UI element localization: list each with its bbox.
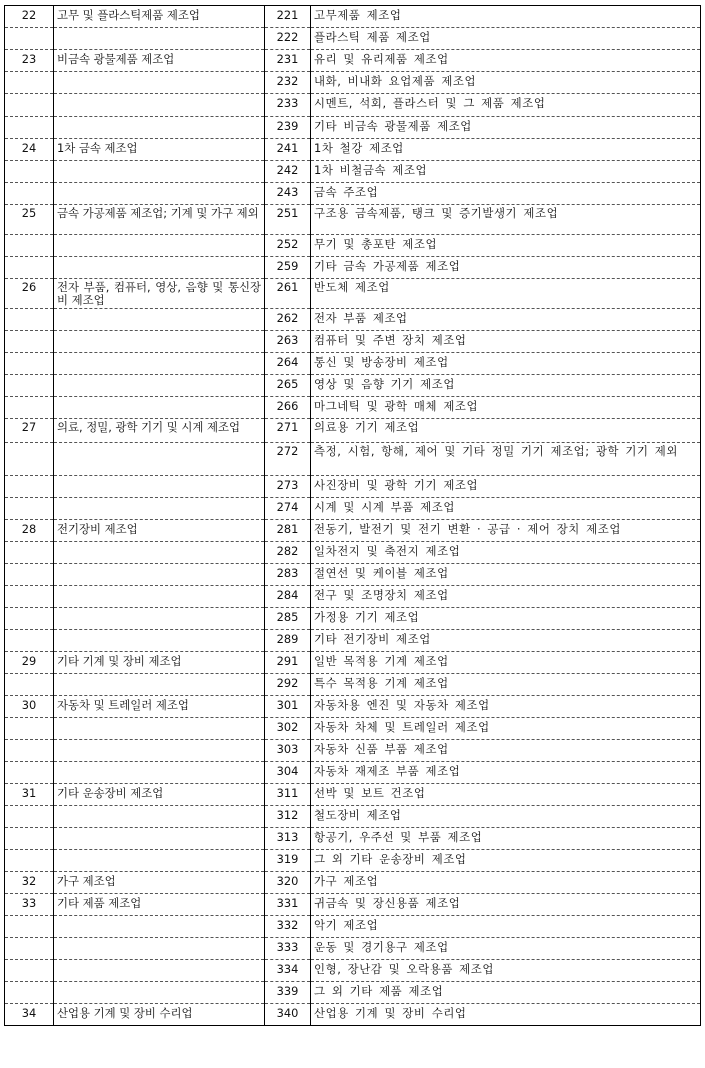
division-name: 기타 기계 및 장비 제조업: [54, 652, 265, 674]
table-row: [5, 235, 701, 257]
division-name: 기타 운송장비 제조업: [54, 784, 265, 806]
group-name: 운동 및 경기용구 제조업: [311, 938, 701, 960]
division-code: [5, 476, 54, 498]
division-code: [5, 375, 54, 397]
group-code: 232: [265, 72, 311, 94]
table-row: [5, 94, 701, 117]
group-name: 기타 비금속 광물제품 제조업: [311, 117, 701, 139]
table-row: [5, 630, 701, 652]
division-name: [54, 850, 265, 872]
group-code: 304: [265, 762, 311, 784]
division-name: [54, 718, 265, 740]
division-code: [5, 564, 54, 586]
group-code: 259: [265, 257, 311, 279]
table-row: [5, 331, 701, 353]
group-code: 266: [265, 397, 311, 419]
division-name: [54, 916, 265, 938]
group-name: 유리 및 유리제품 제조업: [311, 50, 701, 72]
table-row: [5, 279, 701, 309]
group-name: 그 외 기타 운송장비 제조업: [311, 850, 701, 872]
group-code: 264: [265, 353, 311, 375]
division-code: [5, 630, 54, 652]
group-code: 221: [265, 6, 311, 28]
division-name: [54, 608, 265, 630]
division-code: [5, 916, 54, 938]
table-row: [5, 542, 701, 564]
table-row: [5, 72, 701, 94]
division-code: [5, 257, 54, 279]
group-name: 구조용 금속제품, 탱크 및 증기발생기 제조업: [311, 205, 701, 235]
division-code: [5, 982, 54, 1004]
division-code: [5, 72, 54, 94]
group-name: 가정용 기기 제조업: [311, 608, 701, 630]
division-name: [54, 443, 265, 476]
division-name: [54, 674, 265, 696]
division-name: 의료, 정밀, 광학 기기 및 시계 제조업: [54, 419, 265, 443]
division-name: [54, 353, 265, 375]
table-row: [5, 652, 701, 674]
table-row: [5, 397, 701, 419]
group-name: 자동차 차체 및 트레일러 제조업: [311, 718, 701, 740]
table-row: [5, 1004, 701, 1026]
group-code: 274: [265, 498, 311, 520]
division-name: [54, 498, 265, 520]
table-row: [5, 938, 701, 960]
division-name: [54, 982, 265, 1004]
division-name: [54, 331, 265, 353]
group-code: 251: [265, 205, 311, 235]
division-code: 29: [5, 652, 54, 674]
group-code: 233: [265, 94, 311, 117]
group-code: 311: [265, 784, 311, 806]
group-code: 312: [265, 806, 311, 828]
table-row: [5, 139, 701, 161]
division-code: 28: [5, 520, 54, 542]
group-name: 기타 금속 가공제품 제조업: [311, 257, 701, 279]
group-name: 귀금속 및 장신용품 제조업: [311, 894, 701, 916]
division-code: [5, 542, 54, 564]
group-name: 컴퓨터 및 주변 장치 제조업: [311, 331, 701, 353]
division-code: 26: [5, 279, 54, 309]
group-code: 313: [265, 828, 311, 850]
division-code: [5, 309, 54, 331]
division-name: 산업용 기계 및 장비 수리업: [54, 1004, 265, 1026]
group-name: 일차전지 및 축전지 제조업: [311, 542, 701, 564]
group-code: 339: [265, 982, 311, 1004]
division-code: [5, 353, 54, 375]
division-name: [54, 375, 265, 397]
table-row: [5, 718, 701, 740]
division-code: [5, 828, 54, 850]
division-code: [5, 938, 54, 960]
division-code: 30: [5, 696, 54, 718]
group-name: 산업용 기계 및 장비 수리업: [311, 1004, 701, 1026]
group-name: 인형, 장난감 및 오락용품 제조업: [311, 960, 701, 982]
group-code: 222: [265, 28, 311, 50]
division-code: [5, 235, 54, 257]
division-name: 가구 제조업: [54, 872, 265, 894]
table-row: [5, 586, 701, 608]
division-name: [54, 960, 265, 982]
table-row: [5, 476, 701, 498]
division-name: 전기장비 제조업: [54, 520, 265, 542]
group-name: 의료용 기기 제조업: [311, 419, 701, 443]
division-code: [5, 94, 54, 117]
division-name: [54, 564, 265, 586]
group-code: 302: [265, 718, 311, 740]
division-code: 34: [5, 1004, 54, 1026]
table-row: [5, 375, 701, 397]
table-row: [5, 982, 701, 1004]
table-row: [5, 161, 701, 183]
division-name: [54, 542, 265, 564]
group-name: 특수 목적용 기계 제조업: [311, 674, 701, 696]
table-row: [5, 740, 701, 762]
division-name: [54, 476, 265, 498]
group-code: 283: [265, 564, 311, 586]
group-name: 통신 및 방송장비 제조업: [311, 353, 701, 375]
table-row: [5, 872, 701, 894]
table-row: [5, 443, 701, 476]
division-name: [54, 28, 265, 50]
group-name: 플라스틱 제품 제조업: [311, 28, 701, 50]
group-code: 289: [265, 630, 311, 652]
division-code: 23: [5, 50, 54, 72]
division-name: [54, 397, 265, 419]
group-name: 고무제품 제조업: [311, 6, 701, 28]
group-code: 334: [265, 960, 311, 982]
group-name: 마그네틱 및 광학 매체 제조업: [311, 397, 701, 419]
group-name: 철도장비 제조업: [311, 806, 701, 828]
group-code: 284: [265, 586, 311, 608]
group-name: 1차 비철금속 제조업: [311, 161, 701, 183]
division-name: [54, 183, 265, 205]
group-code: 331: [265, 894, 311, 916]
table-row: [5, 257, 701, 279]
table-row: [5, 916, 701, 938]
group-code: 261: [265, 279, 311, 309]
division-name: [54, 257, 265, 279]
table-row: [5, 850, 701, 872]
division-name: [54, 762, 265, 784]
division-code: [5, 183, 54, 205]
group-name: 자동차 신품 부품 제조업: [311, 740, 701, 762]
division-code: [5, 850, 54, 872]
table-row: [5, 674, 701, 696]
group-name: 전동기, 발전기 및 전기 변환 · 공급 · 제어 장치 제조업: [311, 520, 701, 542]
group-name: 악기 제조업: [311, 916, 701, 938]
table-row: [5, 353, 701, 375]
division-code: 32: [5, 872, 54, 894]
table-row: [5, 309, 701, 331]
table-row: [5, 50, 701, 72]
group-code: 320: [265, 872, 311, 894]
group-code: 265: [265, 375, 311, 397]
group-code: 291: [265, 652, 311, 674]
group-name: 전자 부품 제조업: [311, 309, 701, 331]
division-name: [54, 94, 265, 117]
division-code: [5, 762, 54, 784]
group-code: 271: [265, 419, 311, 443]
group-name: 측정, 시험, 항해, 제어 및 기타 정밀 기기 제조업; 광학 기기 제외: [311, 443, 701, 476]
table-row: [5, 784, 701, 806]
division-code: [5, 331, 54, 353]
group-code: 242: [265, 161, 311, 183]
division-code: [5, 718, 54, 740]
group-code: 292: [265, 674, 311, 696]
group-name: 영상 및 음향 기기 제조업: [311, 375, 701, 397]
group-code: 303: [265, 740, 311, 762]
division-name: [54, 161, 265, 183]
division-code: [5, 117, 54, 139]
table-row: [5, 419, 701, 443]
table-row: [5, 564, 701, 586]
division-name: [54, 586, 265, 608]
division-code: 22: [5, 6, 54, 28]
table-row: [5, 117, 701, 139]
division-code: [5, 161, 54, 183]
table-row: [5, 6, 701, 28]
group-code: 241: [265, 139, 311, 161]
division-code: [5, 443, 54, 476]
division-code: [5, 397, 54, 419]
group-name: 전구 및 조명장치 제조업: [311, 586, 701, 608]
division-name: [54, 235, 265, 257]
table-row: [5, 696, 701, 718]
table-row: [5, 828, 701, 850]
group-code: 301: [265, 696, 311, 718]
table-row: [5, 762, 701, 784]
division-name: [54, 72, 265, 94]
group-code: 273: [265, 476, 311, 498]
division-code: 24: [5, 139, 54, 161]
group-name: 반도체 제조업: [311, 279, 701, 309]
division-name: 전자 부품, 컴퓨터, 영상, 음향 및 통신장비 제조업: [54, 279, 265, 309]
division-code: [5, 608, 54, 630]
group-code: 262: [265, 309, 311, 331]
group-code: 239: [265, 117, 311, 139]
table-row: [5, 28, 701, 50]
division-code: [5, 498, 54, 520]
division-name: 기타 제품 제조업: [54, 894, 265, 916]
group-code: 282: [265, 542, 311, 564]
table-row: [5, 183, 701, 205]
table-row: [5, 498, 701, 520]
group-name: 그 외 기타 제품 제조업: [311, 982, 701, 1004]
division-name: [54, 740, 265, 762]
group-name: 금속 주조업: [311, 183, 701, 205]
table-row: [5, 960, 701, 982]
group-code: 272: [265, 443, 311, 476]
group-name: 기타 전기장비 제조업: [311, 630, 701, 652]
division-code: [5, 806, 54, 828]
division-code: [5, 28, 54, 50]
group-name: 시멘트, 석회, 플라스터 및 그 제품 제조업: [311, 94, 701, 117]
division-name: 1차 금속 제조업: [54, 139, 265, 161]
group-code: 340: [265, 1004, 311, 1026]
table-row: [5, 608, 701, 630]
division-code: 31: [5, 784, 54, 806]
division-code: 27: [5, 419, 54, 443]
group-code: 332: [265, 916, 311, 938]
group-name: 시계 및 시계 부품 제조업: [311, 498, 701, 520]
group-name: 자동차용 엔진 및 자동차 제조업: [311, 696, 701, 718]
division-name: [54, 630, 265, 652]
division-name: 고무 및 플라스틱제품 제조업: [54, 6, 265, 28]
group-name: 일반 목적용 기계 제조업: [311, 652, 701, 674]
group-code: 281: [265, 520, 311, 542]
industry-classification-table: [4, 5, 701, 1026]
group-code: 285: [265, 608, 311, 630]
group-code: 231: [265, 50, 311, 72]
group-name: 사진장비 및 광학 기기 제조업: [311, 476, 701, 498]
group-name: 절연선 및 케이블 제조업: [311, 564, 701, 586]
group-name: 항공기, 우주선 및 부품 제조업: [311, 828, 701, 850]
group-code: 333: [265, 938, 311, 960]
group-name: 내화, 비내화 요업제품 제조업: [311, 72, 701, 94]
table-row: [5, 894, 701, 916]
group-name: 자동차 재제조 부품 제조업: [311, 762, 701, 784]
division-name: [54, 938, 265, 960]
division-name: 금속 가공제품 제조업; 기계 및 가구 제외: [54, 205, 265, 235]
division-code: 25: [5, 205, 54, 235]
group-code: 263: [265, 331, 311, 353]
table-row: [5, 205, 701, 235]
division-code: 33: [5, 894, 54, 916]
table-row: [5, 520, 701, 542]
division-name: [54, 117, 265, 139]
group-code: 243: [265, 183, 311, 205]
group-name: 선박 및 보트 건조업: [311, 784, 701, 806]
table-body: [5, 6, 701, 1026]
group-name: 무기 및 총포탄 제조업: [311, 235, 701, 257]
division-name: 자동차 및 트레일러 제조업: [54, 696, 265, 718]
group-name: 가구 제조업: [311, 872, 701, 894]
group-name: 1차 철강 제조업: [311, 139, 701, 161]
table-row: [5, 806, 701, 828]
division-code: [5, 586, 54, 608]
division-code: [5, 960, 54, 982]
division-name: [54, 309, 265, 331]
group-code: 319: [265, 850, 311, 872]
division-code: [5, 740, 54, 762]
division-name: [54, 806, 265, 828]
division-code: [5, 674, 54, 696]
division-name: 비금속 광물제품 제조업: [54, 50, 265, 72]
group-code: 252: [265, 235, 311, 257]
division-name: [54, 828, 265, 850]
